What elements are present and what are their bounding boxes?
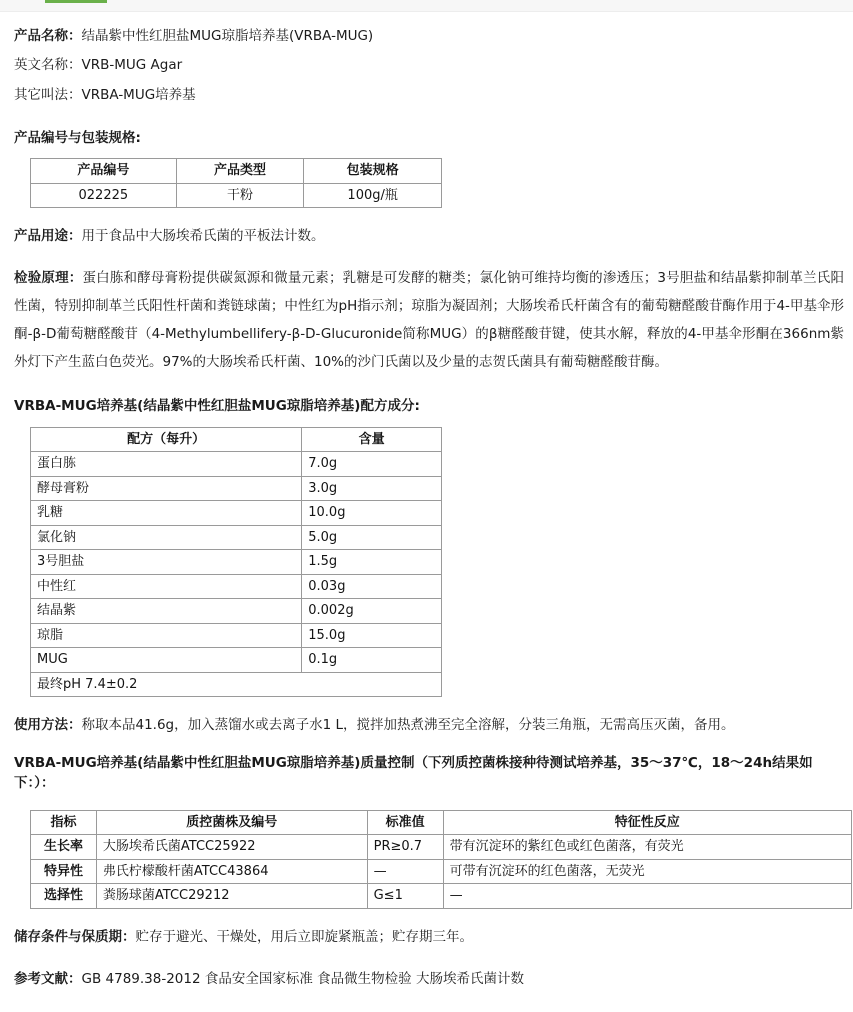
qc-heading: VRBA-MUG培养基(结晶紫中性红胆盐MUG琼脂培养基)质量控制（下列质控菌株接种待测试培养基，35～37℃，18～24h结果如下：）：	[14, 755, 813, 792]
table-row	[31, 623, 442, 648]
cell-ingredient: 乳糖	[31, 501, 302, 526]
product-table-heading: 产品编号与包装规格:	[14, 129, 141, 146]
principle-text: 蛋白胨和酵母膏粉提供碳氮源和微量元素；乳糖是可发酵的糖类；氯化钠可维持均衡的渗透压；3号胆盐和结晶紫抑制革兰氏阳性菌，特别抑制革兰氏阳性杆菌和粪链球菌；中性红为pH指示剂；琼脂为凝固剂；大肠埃希氏杆菌含有的葡萄糖醛酸苷酶作用于4-甲基伞形酮-β-D葡萄糖醛酸苷（4-Methylumbellifery-β-D-Glucuronide简称MUG）的β糖醛酸苷键，使其水解，释放的4-甲基伞形酮在366nm紫外灯下产生蓝白色荧光。97%的大肠埃希氏杆菌、10%的沙门氏菌以及少量的志贺氏菌具有葡萄糖醛酸苷酶。	[14, 270, 844, 371]
table-row	[31, 550, 442, 575]
storage-paragraph	[14, 923, 844, 951]
formula-composition-table	[30, 427, 442, 698]
cell-ingredient: 氯化钠	[31, 525, 302, 550]
cell-package-spec: 100g/瓶	[304, 183, 442, 208]
cell-amount: 15.0g	[302, 623, 442, 648]
cell-ingredient: 中性红	[31, 574, 302, 599]
document-body	[0, 12, 853, 993]
storage-text: 贮存于避光、干燥处，用后立即旋紧瓶盖；贮存期三年。	[135, 928, 473, 945]
column-header: 配方（每升）	[31, 427, 302, 452]
reference-text: GB 4789.38-2012 食品安全国家标准 食品微生物检验 大肠埃希氏菌计数	[81, 970, 524, 987]
cell-standard-value: —	[367, 859, 443, 884]
column-header: 产品编号	[31, 159, 177, 184]
english-name-value: VRB-MUG Agar	[81, 57, 183, 74]
table-row	[31, 183, 442, 208]
product-name-value: 结晶紫中性红胆盐MUG琼脂培养基(VRBA-MUG)	[81, 28, 374, 44]
method-paragraph	[14, 711, 844, 739]
cell-amount: 5.0g	[302, 525, 442, 550]
column-header: 含量	[302, 427, 442, 452]
cell-indicator: 生长率	[31, 835, 97, 860]
principle-label: 检验原理：	[14, 270, 83, 287]
table-row	[31, 835, 852, 860]
column-header: 产品类型	[176, 159, 304, 184]
column-header: 质控菌株及编号	[96, 810, 367, 835]
table-row	[31, 476, 442, 501]
usage-paragraph	[14, 222, 844, 250]
cell-standard-value: G≤1	[367, 884, 443, 909]
quality-control-table	[30, 810, 852, 909]
cell-standard-value: PR≥0.7	[367, 835, 443, 860]
english-name-row	[14, 55, 844, 75]
table-row	[31, 574, 442, 599]
table-row	[31, 599, 442, 624]
cell-amount: 0.002g	[302, 599, 442, 624]
column-header: 特征性反应	[443, 810, 851, 835]
other-name-row	[14, 85, 844, 105]
other-name-value: VRBA-MUG培养基	[81, 86, 196, 103]
column-header: 包装规格	[304, 159, 442, 184]
cell-product-type: 干粉	[176, 183, 304, 208]
principle-paragraph	[14, 264, 844, 376]
reference-paragraph	[14, 965, 844, 993]
cell-product-code: 022225	[31, 183, 177, 208]
cell-amount: 0.03g	[302, 574, 442, 599]
cell-reaction: 带有沉淀环的紫红色或红色菌落，有荧光	[443, 835, 851, 860]
column-header: 标准值	[367, 810, 443, 835]
table-row	[31, 884, 852, 909]
cell-amount: 1.5g	[302, 550, 442, 575]
table-row	[31, 859, 852, 884]
cell-ingredient: 琼脂	[31, 623, 302, 648]
cell-amount: 10.0g	[302, 501, 442, 526]
table-row	[31, 525, 442, 550]
reference-label: 参考文献：	[14, 970, 82, 987]
table-row	[31, 452, 442, 477]
method-text: 称取本品41.6g，加入蒸馏水或去离子水1 L，搅拌加热煮沸至完全溶解，分装三角瓶，无需高压灭菌，备用。	[81, 717, 735, 734]
table-row	[31, 648, 442, 673]
cell-ingredient: 酵母膏粉	[31, 476, 302, 501]
table-header-row	[31, 427, 442, 452]
formula-table-heading: VRBA-MUG培养基(结晶紫中性红胆盐MUG琼脂培养基)配方成分:	[14, 398, 420, 415]
table-row	[31, 501, 442, 526]
product-name-label: 产品名称：	[14, 28, 82, 44]
table-header-row	[31, 159, 442, 184]
table-row-ph	[31, 672, 442, 697]
cell-ingredient: MUG	[31, 648, 302, 673]
method-label: 使用方法：	[14, 717, 82, 734]
product-spec-table	[30, 158, 442, 208]
english-name-label: 英文名称：	[14, 57, 82, 74]
top-strip	[0, 0, 853, 12]
cell-indicator: 选择性	[31, 884, 97, 909]
usage-label: 产品用途：	[14, 228, 82, 244]
cell-ingredient: 结晶紫	[31, 599, 302, 624]
usage-text: 用于食品中大肠埃希氏菌的平板法计数。	[81, 228, 325, 244]
other-name-label: 其它叫法：	[14, 86, 82, 103]
cell-amount: 3.0g	[302, 476, 442, 501]
cell-final-ph: 最终pH 7.4±0.2	[31, 672, 442, 697]
cell-strain: 粪肠球菌ATCC29212	[96, 884, 367, 909]
cell-amount: 7.0g	[302, 452, 442, 477]
column-header: 指标	[31, 810, 97, 835]
storage-label: 储存条件与保质期：	[14, 928, 136, 945]
active-tab-underline	[45, 0, 107, 3]
cell-amount: 0.1g	[302, 648, 442, 673]
cell-reaction: 可带有沉淀环的红色菌落，无荧光	[443, 859, 851, 884]
cell-indicator: 特异性	[31, 859, 97, 884]
product-name-row	[14, 26, 844, 46]
cell-ingredient: 3号胆盐	[31, 550, 302, 575]
cell-reaction: —	[443, 884, 851, 909]
cell-strain: 大肠埃希氏菌ATCC25922	[96, 835, 367, 860]
table-header-row	[31, 810, 852, 835]
cell-ingredient: 蛋白胨	[31, 452, 302, 477]
cell-strain: 弗氏柠檬酸杆菌ATCC43864	[96, 859, 367, 884]
